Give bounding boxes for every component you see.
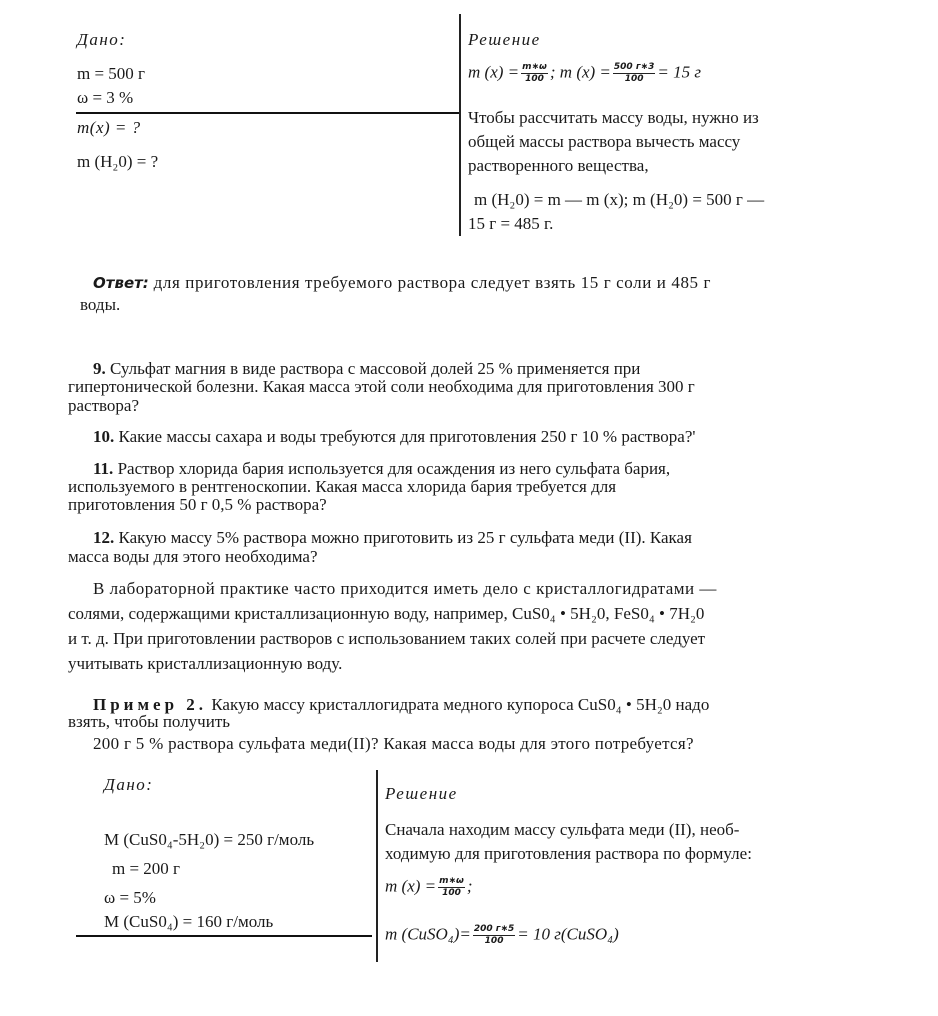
ex2-fraction-1-num: m∗ω bbox=[439, 876, 464, 886]
ex1-formula-mass bbox=[468, 62, 701, 85]
ex2-solution-text-1: Сначала находим массу сульфата меди (II), необ- bbox=[385, 820, 740, 839]
ex2-given-underline bbox=[76, 935, 372, 937]
ex1-formula-sep: ; m (x) = bbox=[549, 62, 611, 82]
task-9-line-2: гипертонической болезни. Какая масса этой соли необходима для приготовления 300 г bbox=[68, 377, 695, 396]
task-11-line-3: приготовления 50 г 0,5 % раствора? bbox=[68, 495, 327, 514]
ex1-given-mass: m = 500 г bbox=[77, 64, 146, 83]
ex2-formula-2-result: = 10 г(CuSO₄) bbox=[517, 924, 619, 944]
answer-label: Ответ: bbox=[93, 274, 149, 292]
task-9-number: 9. bbox=[93, 359, 106, 378]
ex2-fraction-1-den: 100 bbox=[442, 888, 461, 898]
ex2-fraction-2 bbox=[473, 924, 515, 947]
ex2-fraction-2-num: 200 г∗5 bbox=[473, 924, 515, 934]
ex1-find-mx: m(x) = ? bbox=[77, 118, 141, 137]
ex1-fraction-1 bbox=[521, 62, 548, 85]
answer-line-2: воды. bbox=[80, 295, 121, 314]
lab-paragraph-line-3: и т. д. При приготовлении растворов с использованием таких солей при расчете следует bbox=[68, 629, 706, 648]
task-11-text: Раствор хлорида бария используется для осаждения из него сульфата бария, bbox=[113, 459, 671, 478]
lab-paragraph-line-2: солями, содержащими кристаллизационную воду, например, CuS0₄ • 5H₂0, FeS0₄ • 7H₂0 bbox=[68, 604, 705, 623]
ex2-formula-2-left: m (CuSO₄)= bbox=[385, 924, 471, 944]
example2-text: Какую массу кристаллогидрата медного купороса CuS0₄ • 5H₂0 надо bbox=[207, 695, 710, 714]
example2-line-3: 200 г 5 % раствора сульфата меди(II)? Какая масса воды для этого потребуется? bbox=[93, 734, 694, 753]
ex1-find-mh2o: m (H₂0) = ? bbox=[77, 152, 159, 171]
ex1-formula-water-1: m (H₂0) = m — m (x); m (H₂0) = 500 г — bbox=[474, 190, 765, 209]
ex2-solution-text-2: ходимую для приготовления раствора по формуле: bbox=[385, 844, 752, 863]
ex1-divider bbox=[459, 14, 461, 236]
example2-line-2: взять, чтобы получить bbox=[68, 712, 231, 731]
ex2-fraction-1 bbox=[438, 876, 465, 899]
task-11-line-2: используемого в рентгеноскопии. Какая масса хлорида бария требуется для bbox=[68, 477, 617, 496]
ex1-fraction-2 bbox=[613, 62, 655, 85]
task-12-line-2: масса воды для этого необходима? bbox=[68, 547, 318, 566]
answer-text: для приготовления требуемого раствора следует взять 15 г соли и 485 г bbox=[148, 273, 712, 292]
ex2-formula-1-end: ; bbox=[466, 876, 473, 896]
ex2-formula-1-left: m (x) = bbox=[385, 876, 437, 896]
task-10-line-1 bbox=[93, 426, 695, 448]
ex2-given-molar-mass-hydrate-text: M (CuS0₄-5H₂0) = 250 г/моль bbox=[104, 830, 315, 849]
example2-label: Пример 2. bbox=[93, 695, 208, 714]
ex1-formula-left: m (x) = bbox=[468, 62, 520, 82]
lab-paragraph-line-4: учитывать кристаллизационную воду. bbox=[68, 654, 343, 673]
ex1-given-underline bbox=[76, 112, 459, 114]
ex1-fraction-1-num: m∗ω bbox=[522, 62, 547, 72]
ex1-formula-water-2: 15 г = 485 г. bbox=[468, 214, 554, 233]
ex2-given-molar-mass-salt: M (CuS0₄) = 160 г/моль bbox=[104, 912, 274, 931]
ex2-given-fraction: ω = 5% bbox=[104, 888, 156, 907]
ex2-given-mass: m = 200 г bbox=[112, 859, 181, 878]
ex1-solution-text-3: растворенного вещества, bbox=[468, 156, 649, 175]
ex1-fraction-2-den: 100 bbox=[624, 74, 644, 84]
ex1-fraction-1-den: 100 bbox=[525, 74, 544, 84]
task-9-text: Сульфат магния в виде раствора с массовой долей 25 % применяется при bbox=[105, 359, 641, 378]
task-9-line-3: раствора? bbox=[68, 396, 140, 415]
ex2-given-molar-mass-hydrate bbox=[104, 830, 314, 850]
ex1-solution-header: Решение bbox=[468, 30, 541, 49]
task-10-text: Какие массы сахара и воды требуются для приготовления 250 г 10 % раствора?' bbox=[114, 427, 696, 446]
answer-line-1 bbox=[93, 273, 711, 293]
ex2-formula-mass bbox=[385, 876, 473, 899]
ex2-solution-header: Решение bbox=[385, 784, 458, 803]
ex1-given-header: Дано: bbox=[77, 30, 127, 49]
ex1-solution-text-2: общей массы раствора вычесть массу bbox=[468, 132, 741, 151]
ex1-given-fraction: ω = 3 % bbox=[77, 88, 134, 107]
ex1-solution-text-1: Чтобы рассчитать массу воды, нужно из bbox=[468, 108, 759, 127]
task-11-number: 11. bbox=[93, 459, 114, 478]
lab-paragraph-line-1: В лабораторной практике часто приходится иметь дело с кристаллогидратами — bbox=[93, 579, 717, 598]
task-10-number: 10. bbox=[93, 427, 115, 446]
ex2-given-header: Дано: bbox=[104, 775, 154, 794]
ex2-divider bbox=[376, 770, 378, 962]
task-12-number: 12. bbox=[93, 528, 115, 547]
task-12-text: Какую массу 5% раствора можно приготовить из 25 г сульфата меди (II). Какая bbox=[114, 528, 692, 547]
ex1-formula-result: = 15 г bbox=[657, 62, 701, 82]
ex2-formula-cuso4 bbox=[385, 924, 619, 947]
ex2-fraction-2-den: 100 bbox=[484, 936, 504, 946]
ex1-fraction-2-num: 500 г∗3 bbox=[613, 62, 655, 72]
